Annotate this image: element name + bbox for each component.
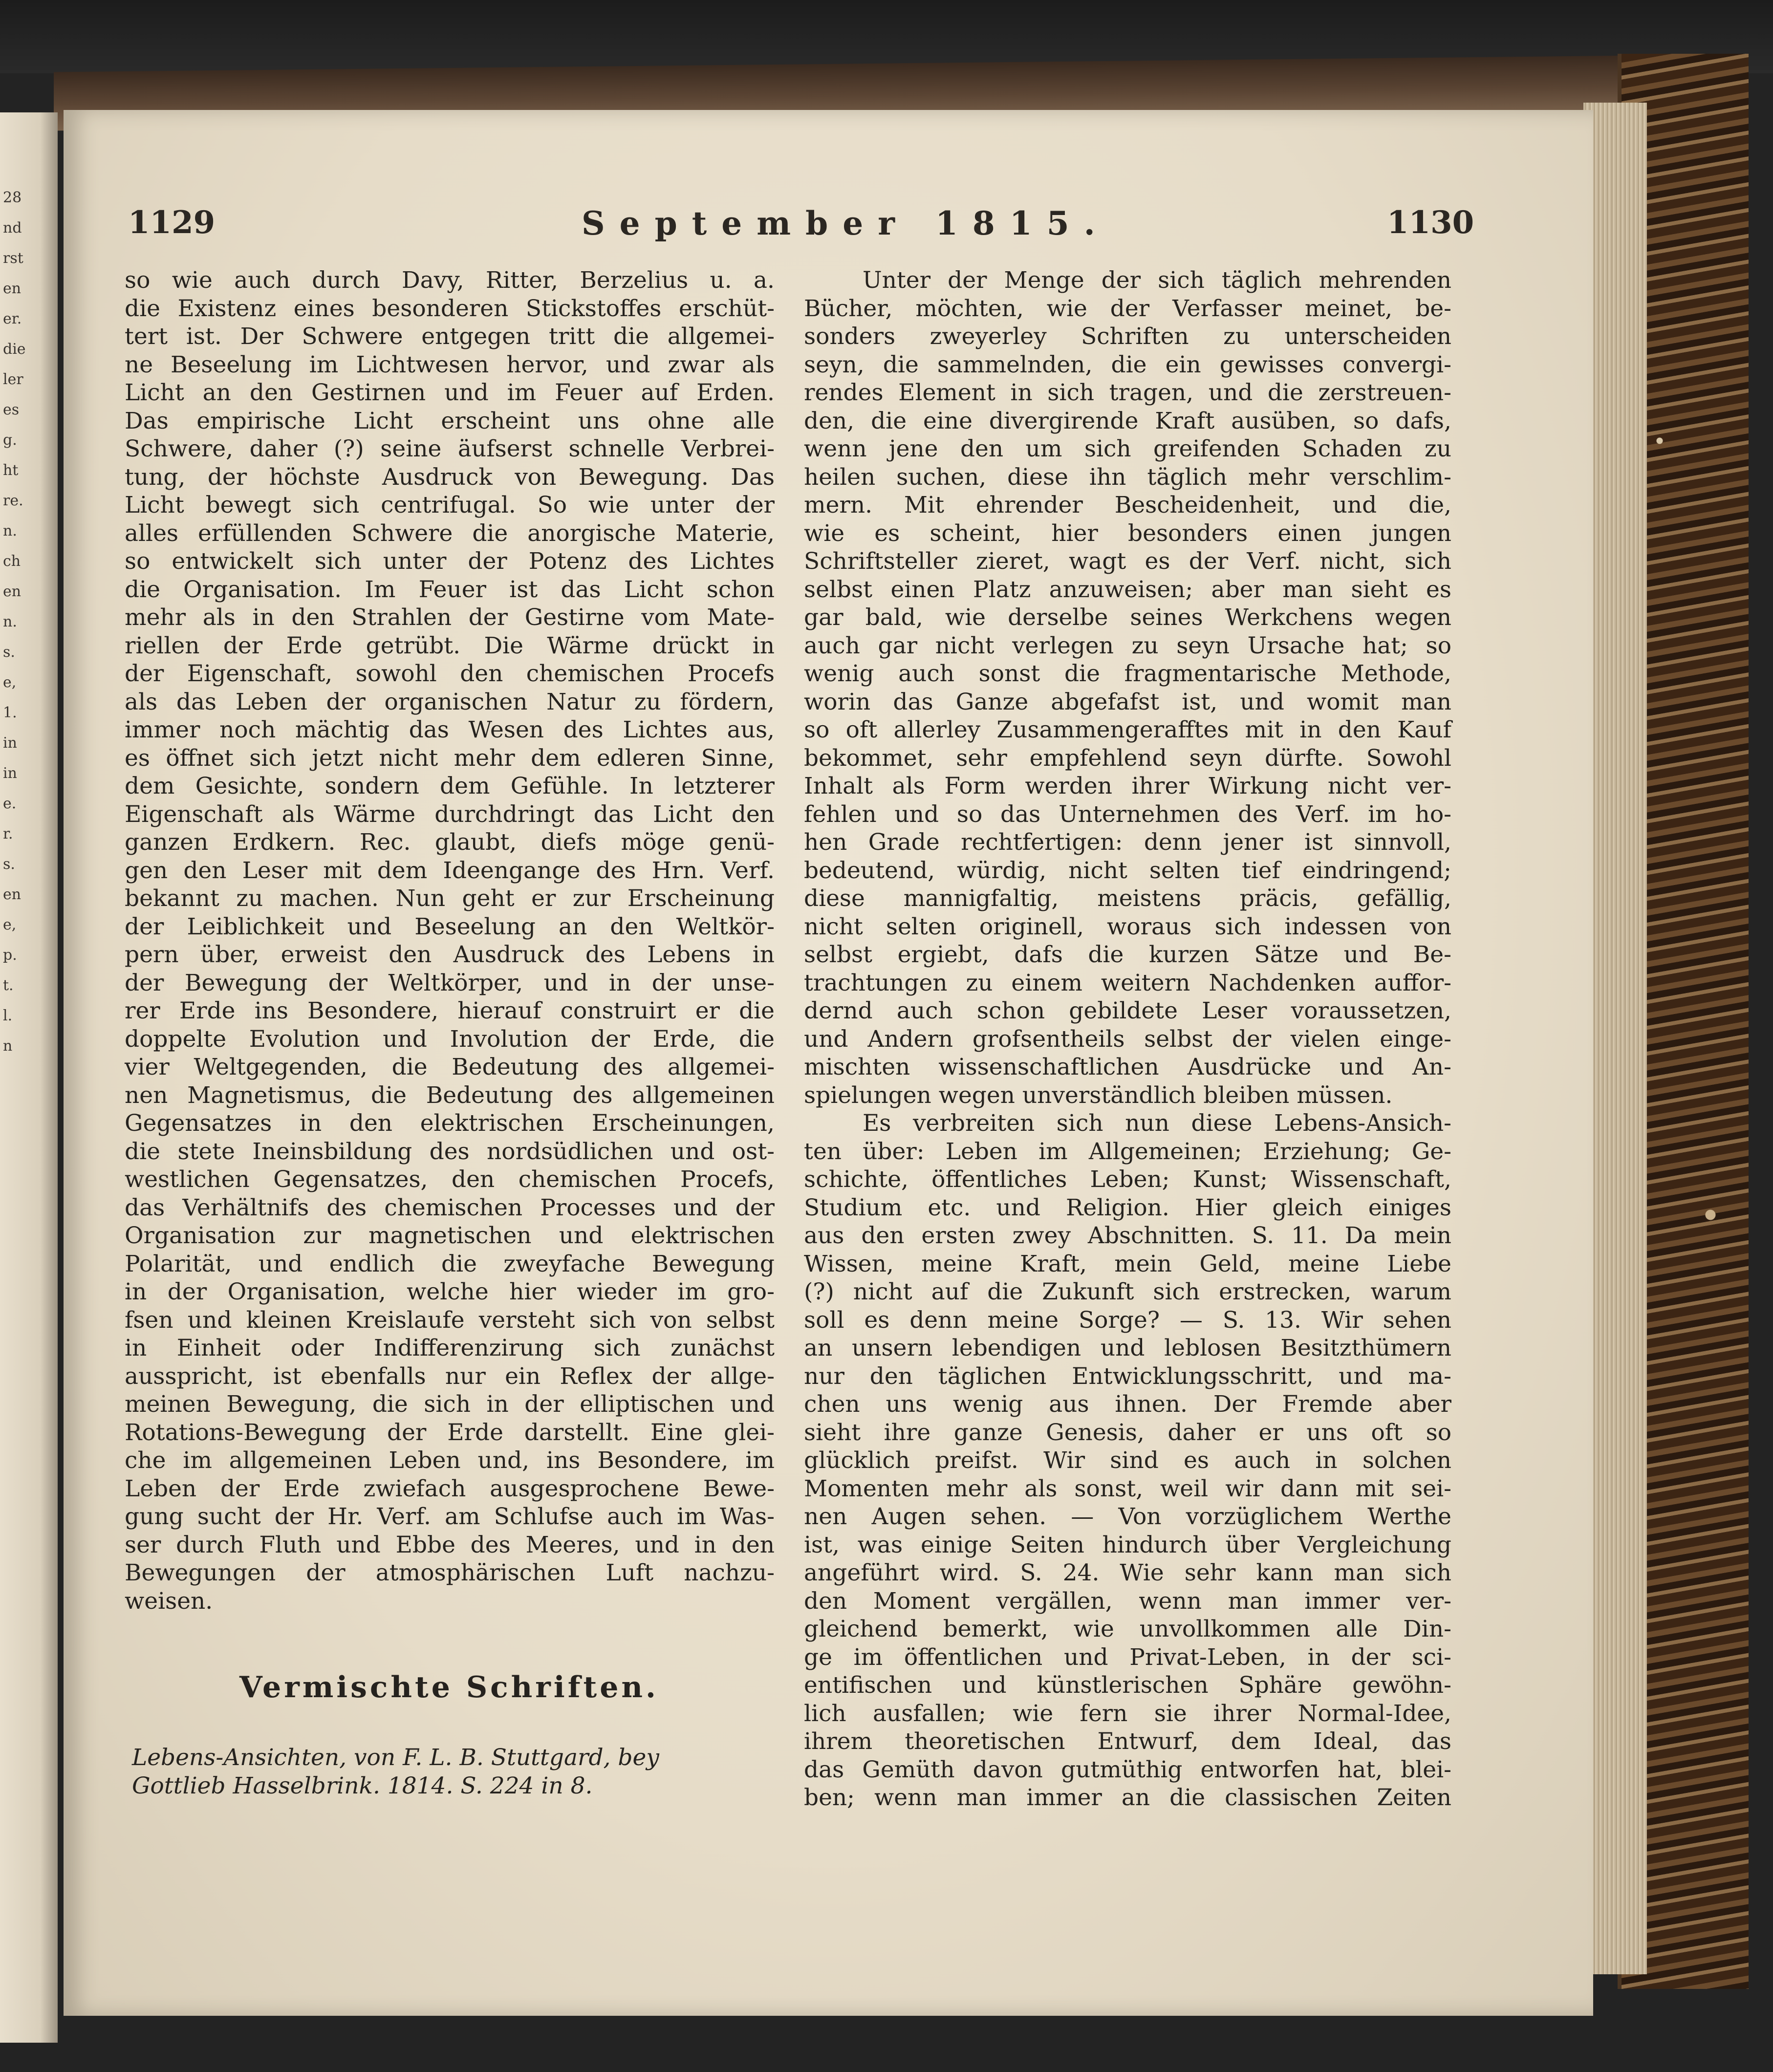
text-line: tung, der höchste Ausdruck von Bewegung. Das	[125, 463, 775, 491]
text-line: entifischen und künstlerischen Sphäre gewöhn-	[804, 1672, 1451, 1699]
text-line: es öffnet sich jetzt nicht mehr dem edleren Sinne,	[125, 744, 775, 772]
text-line: seyn, die sammelnden, die ein gewisses convergi-	[804, 351, 1451, 378]
text-line: heilen suchen, diese ihn täglich mehr verschlim-	[804, 463, 1451, 491]
text-line: Unter der Menge der sich täglich mehrenden	[863, 267, 1451, 294]
text-line: Das empirische Licht erscheint uns ohne alle	[125, 407, 775, 434]
left-page-text-fragment: t.	[3, 977, 14, 994]
text-line: das Gemüth davon gutmüthig entworfen hat, blei-	[804, 1756, 1451, 1783]
text-line: an unsern lebendigen und leblosen Besitzthümern	[804, 1335, 1451, 1361]
left-page-text-fragment: n.	[3, 522, 17, 540]
text-line: weisen.	[125, 1587, 213, 1615]
text-line: den, die eine divergirende Kraft ausüben, so dafs,	[804, 407, 1451, 434]
text-line: bekommet, sehr empfehlend seyn dürfte. Sowohl	[804, 744, 1451, 772]
text-line: sieht ihre ganze Genesis, daher er uns oft so	[804, 1419, 1451, 1446]
text-line: fehlen und so das Unternehmen des Verf. im ho-	[804, 800, 1451, 828]
text-line: doppelte Evolution und Involution der Erde, die	[125, 1025, 775, 1053]
text-line: Wissen, meine Kraft, mein Geld, meine Liebe	[804, 1250, 1451, 1277]
text-line: Organisation zur magnetischen und elektrischen	[125, 1222, 775, 1249]
page-header	[0, 204, 1773, 243]
left-page-text-fragment: ht	[3, 462, 19, 479]
text-line: pern über, erweist den Ausdruck des Lebens in	[125, 941, 775, 968]
text-line: auch gar nicht verlegen zu seyn Ursache hat; so	[804, 632, 1451, 659]
text-line: wie es scheint, hier besonders einen jungen	[804, 519, 1451, 547]
left-page-text-fragment: n.	[3, 613, 17, 630]
text-line: in der Organisation, welche hier wieder im gro-	[125, 1278, 775, 1305]
text-line: rendes Element in sich tragen, und die zerstreuen-	[804, 379, 1451, 406]
text-line: schichte, öffentliches Leben; Kunst; Wissenschaft,	[804, 1166, 1451, 1193]
text-line: in Einheit oder Indifferenzirung sich zunächst	[125, 1335, 775, 1361]
text-line: die Existenz eines besonderen Stickstoffes erschüt-	[125, 295, 775, 322]
text-line: ten über: Leben im Allgemeinen; Erziehung; Ge-	[804, 1138, 1451, 1165]
text-line: wenn jene den um sich greifenden Schaden zu	[804, 435, 1451, 462]
text-line: selbst einen Platz anzuweisen; aber man sieht es	[804, 576, 1451, 603]
left-page-text-fragment: en	[3, 583, 22, 600]
text-line: vier Weltgegenden, die Bedeutung des allgemei-	[125, 1054, 775, 1080]
left-page-text-fragment: e,	[3, 674, 17, 691]
text-line: hen Grade rechtfertigen: denn jener ist sinnvoll,	[804, 829, 1451, 856]
text-line: Bücher, möchten, wie der Verfasser meinet, be-	[804, 295, 1451, 322]
text-line: nen Magnetismus, die Bedeutung des allgemeinen	[125, 1081, 775, 1109]
text-line: ist, was einige Seiten hindurch über Vergleichung	[804, 1531, 1451, 1558]
text-line: soll es denn meine Sorge? — S. 13. Wir sehen	[804, 1306, 1451, 1334]
text-line: Licht an den Gestirnen und im Feuer auf Erden.	[125, 379, 775, 406]
text-line: meinen Bewegung, die sich in der elliptischen und	[125, 1391, 775, 1418]
left-page-text-fragment: 1.	[3, 704, 17, 721]
text-line: das Verhältnifs des chemischen Processes und der	[125, 1194, 775, 1221]
text-line: nicht selten originell, woraus sich indessen von	[804, 913, 1451, 940]
text-line: Inhalt als Form werden ihrer Wirkung nicht ver-	[804, 773, 1451, 799]
text-line: ben; wenn man immer an die classischen Zeiten	[804, 1784, 1451, 1811]
text-line: Schriftsteller zieret, wagt es der Verf. nicht, sich	[804, 548, 1451, 575]
left-page-text-fragment: r.	[3, 825, 13, 842]
text-line: dernd auch schon gebildete Leser voraussetzen,	[804, 997, 1451, 1024]
section-heading: Vermischte Schriften.	[239, 1670, 659, 1705]
left-page-text-fragment: s.	[3, 856, 15, 873]
text-line: bekannt zu machen. Nun geht er zur Erscheinung	[125, 885, 775, 912]
text-line: als das Leben der organischen Natur zu fördern,	[125, 688, 775, 715]
text-line: ganzen Erdkern. Rec. glaubt, diefs möge genü-	[125, 829, 775, 856]
left-page-text-fragment: en	[3, 280, 22, 297]
text-line: Momenten mehr als sonst, weil wir dann mit sei-	[804, 1475, 1451, 1502]
text-line: Gegensatzes in den elektrischen Erscheinungen,	[125, 1110, 775, 1137]
page-number-left: 1129	[128, 204, 216, 241]
left-page-text-fragment: ler	[3, 371, 23, 388]
left-page-text-fragment: er.	[3, 310, 22, 327]
text-line: Bewegungen der atmosphärischen Luft nachzu-	[125, 1559, 775, 1586]
text-line: Schwere, daher (?) seine äufserst schnelle Verbrei-	[125, 435, 775, 462]
text-line: ihrem theoretischen Entwurf, dem Ideal, das	[804, 1728, 1451, 1755]
text-line: Studium etc. und Religion. Hier gleich einiges	[804, 1194, 1451, 1221]
left-page-text-fragment: e,	[3, 916, 17, 933]
page-number-right: 1130	[1387, 204, 1474, 241]
text-line: Lebens-Ansichten, von F. L. B. Stuttgard, bey	[132, 1744, 659, 1771]
text-line: angeführt wird. S. 24. Wie sehr kann man sich	[804, 1559, 1451, 1586]
text-line: spielungen wegen unverständlich bleiben müssen.	[804, 1081, 1393, 1109]
text-line: nen Augen sehen. — Von vorzüglichem Werthe	[804, 1503, 1451, 1530]
text-line: dem Gesichte, sondern dem Gefühle. In letzterer	[125, 773, 775, 799]
text-line: diese mannigfaltig, meistens präcis, gefällig,	[804, 885, 1451, 912]
text-line: mern. Mit ehrender Bescheidenheit, und die,	[804, 492, 1451, 518]
text-line: ne Beseelung im Lichtwesen hervor, und zwar als	[125, 351, 775, 378]
text-line: Polarität, und endlich die zweyfache Bewegung	[125, 1250, 775, 1277]
text-line: die stete Ineinsbildung des nordsüdlichen und ost-	[125, 1138, 775, 1165]
left-page-text-fragment: n	[3, 1037, 13, 1055]
text-line: mehr als in den Strahlen der Gestirne vom Mate-	[125, 604, 775, 631]
text-line: trachtungen zu einem weitern Nachdenken auffor-	[804, 969, 1451, 996]
running-title: September 1815.	[582, 204, 1110, 242]
left-page-text-fragment: in	[3, 765, 17, 782]
text-line: fsen und kleinen Kreislaufe versteht sich von selbst	[125, 1306, 775, 1334]
text-line: Licht bewegt sich centrifugal. So wie unter der	[125, 492, 775, 518]
left-page-text-fragment: re.	[3, 492, 23, 509]
text-line: riellen der Erde getrübt. Die Wärme drückt in	[125, 632, 775, 659]
text-line: wenig auch sonst die fragmentarische Methode,	[804, 660, 1451, 687]
book-citation	[132, 1744, 767, 1800]
text-line: selbst ergiebt, dafs die kurzen Sätze und Be-	[804, 941, 1451, 968]
left-page-text-fragment: g.	[3, 432, 17, 449]
text-line: bedeutend, würdig, nicht selten tief eindringend;	[804, 857, 1451, 884]
text-line: Gottlieb Hasselbrink. 1814. S. 224 in 8.	[132, 1772, 593, 1799]
text-line: der Bewegung der Weltkörper, und in der unse-	[125, 969, 775, 996]
left-page-text-fragment: ch	[3, 553, 21, 570]
text-line: so entwickelt sich unter der Potenz des Lichtes	[125, 548, 775, 575]
text-line: lich ausfallen; wie fern sie ihrer Normal-Idee,	[804, 1700, 1451, 1727]
text-line: so wie auch durch Davy, Ritter, Berzelius u. a.	[125, 267, 775, 294]
text-line: so oft allerley Zusammengerafftes mit in den Kauf	[804, 716, 1451, 743]
text-line: chen uns wenig aus ihnen. Der Fremde aber	[804, 1391, 1451, 1418]
text-line: ge im öffentlichen und Privat-Leben, in der sci-	[804, 1643, 1451, 1671]
left-page-text-fragment: 28	[3, 189, 22, 206]
left-page-text-fragment: es	[3, 401, 20, 418]
text-line: Leben der Erde zwiefach ausgesprochene Bewe-	[125, 1475, 775, 1502]
text-line: mischten wissenschaftlichen Ausdrücke und An-	[804, 1054, 1451, 1080]
left-page-text-fragment: die	[3, 341, 26, 358]
text-line: westlichen Gegensatzes, den chemischen Procefs,	[125, 1166, 775, 1193]
left-page-text-fragment: p.	[3, 947, 17, 964]
text-line: aus den ersten zwey Abschnitten. S. 11. Da mein	[804, 1222, 1451, 1249]
text-line: gung sucht der Hr. Verf. am Schlufse auch im Was-	[125, 1503, 775, 1530]
left-page-text-fragment: rst	[3, 250, 23, 267]
text-line: Es verbreiten sich nun diese Lebens-Ansich-	[863, 1110, 1451, 1137]
left-page-text-fragment: s.	[3, 644, 15, 661]
left-page-text-fragment: in	[3, 734, 17, 752]
text-line: der Eigenschaft, sowohl den chemischen Procefs	[125, 660, 775, 687]
text-line: der Leiblichkeit und Beseelung an den Weltkör-	[125, 913, 775, 940]
text-line: gleichend bemerkt, wie unvollkommen alle Din-	[804, 1616, 1451, 1642]
left-page-text-fragment: l.	[3, 1007, 13, 1024]
text-line: che im allgemeinen Leben und, ins Besondere, im	[125, 1447, 775, 1474]
text-line: alles erfüllenden Schwere die anorgische Materie,	[125, 519, 775, 547]
text-line: sonders zweyerley Schriften zu unterscheiden	[804, 323, 1451, 350]
text-line: und Andern grofsentheils selbst der vielen einge-	[804, 1025, 1451, 1053]
left-page-text-fragment: e.	[3, 795, 17, 812]
text-line: gen den Leser mit dem Ideengange des Hrn. Verf.	[125, 857, 775, 884]
text-line: immer noch mächtig das Wesen des Lichtes aus,	[125, 716, 775, 743]
text-line: ser durch Fluth und Ebbe des Meeres, und in den	[125, 1531, 775, 1558]
text-line: den Moment vergällen, wenn man immer ver-	[804, 1587, 1451, 1615]
text-line: Eigenschaft als Wärme durchdringt das Licht den	[125, 800, 775, 828]
text-line: tert ist. Der Schwere entgegen tritt die allgemei-	[125, 323, 775, 350]
text-line: worin das Ganze abgefafst ist, und womit man	[804, 688, 1451, 715]
left-page-sliver	[0, 112, 58, 2043]
text-line: rer Erde ins Besondere, hierauf construirt er die	[125, 997, 775, 1024]
left-page-text-fragment: nd	[3, 219, 22, 237]
left-text-column	[125, 266, 775, 1615]
text-line: (?) nicht auf die Zukunft sich erstrecken, warum	[804, 1278, 1451, 1305]
text-line: gar bald, wie derselbe seines Werkchens wegen	[804, 604, 1451, 631]
text-line: Rotations-Bewegung der Erde darstellt. Eine glei-	[125, 1419, 775, 1446]
text-line: ausspricht, ist ebenfalls nur ein Reflex der allge-	[125, 1362, 775, 1390]
text-line: die Organisation. Im Feuer ist das Licht schon	[125, 576, 775, 603]
left-page-text-fragment: en	[3, 886, 22, 903]
text-line: glücklich preifst. Wir sind es auch in solchen	[804, 1447, 1451, 1474]
text-line: nur den täglichen Entwicklungsschritt, und ma-	[804, 1362, 1451, 1390]
right-text-column	[804, 266, 1451, 1812]
